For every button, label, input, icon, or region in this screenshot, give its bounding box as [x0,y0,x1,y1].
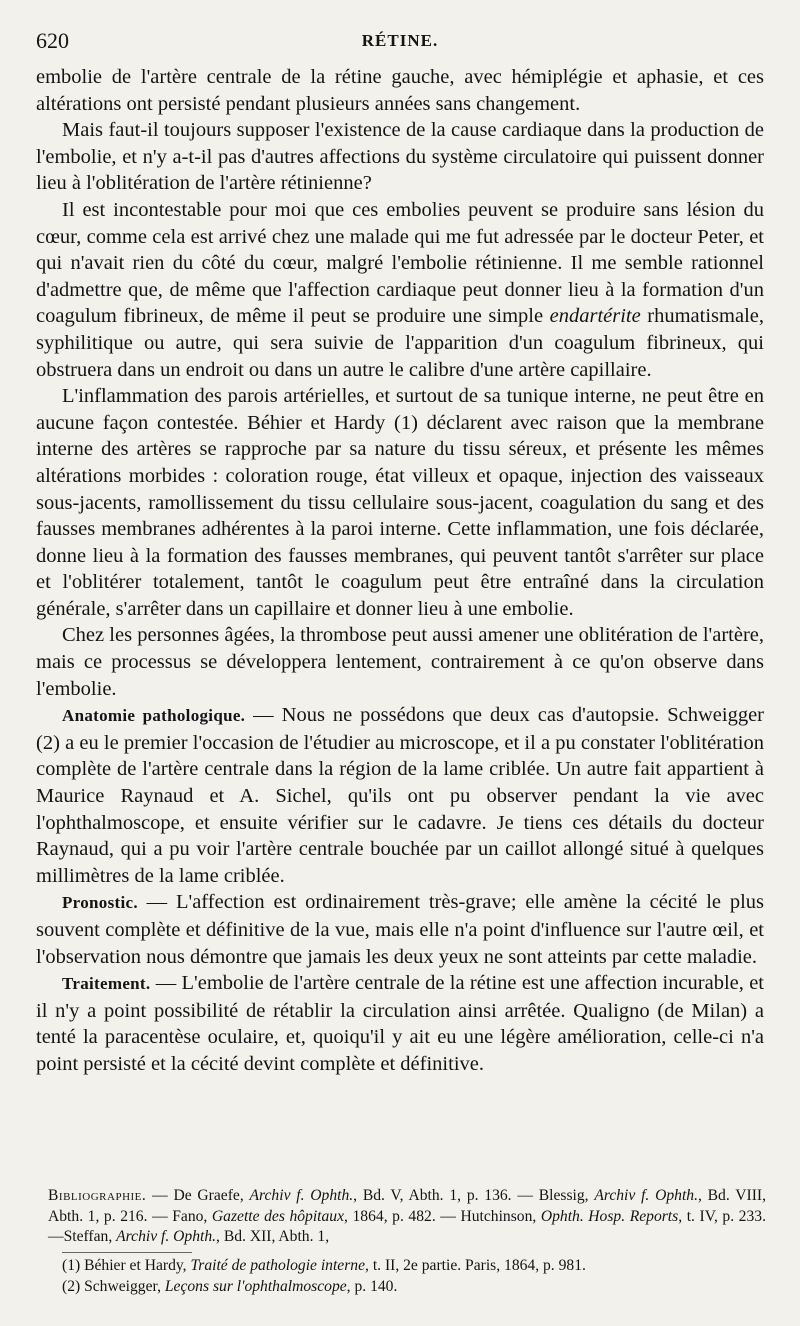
paragraph-3 [36,197,764,383]
section-text-traitement: — L'embolie de l'artère centrale de la rétine est une affection incurable, et il n'y a point possibilité de rétablir la circulation ainsi arrêtée. Qualigno (de Milan) a tenté la paracentèse oculaire, et, quoiqu'il y ait eu une légère amélioration, celle-ci n'a point persisté et la cécité devint complète et définitive. [36,972,764,1075]
bib-text: — De Graefe, [146,1187,250,1204]
paragraph-2: Mais faut-il toujours supposer l'existence de la cause cardiaque dans la production de l'embolie, et n'y a-t-il pas d'autres affections du système circulatoire qui puissent donner lieu à l'oblitération de l'artère rétinienne? [36,119,764,195]
footnote-text: , t. II, 2e partie. Paris, 1864, p. 981. [365,1257,586,1274]
paragraph-5: Chez les personnes âgées, la thrombose peut aussi amener une oblitération de l'artère, mais ce processus se développera lentement, contrairement à ce qu'on observe dans l'embolie. [36,624,764,700]
section-traitement [36,970,764,1077]
section-text-anatomie: — Nous ne possédons que deux cas d'autopsie. Schweigger (2) a eu le premier l'occasion de l'étudier au microscope, et il a pu constater l'oblitération complète de l'artère centrale dans la région de la lame criblée. Un autre fait appartient à Maurice Raynaud et A. Sichel, qu'ils ont pu observer pendant la vie avec l'ophthalmoscope, et ensuite vérifier sur le cadavre. Je tiens ces détails du docteur Raynaud, qui a pu voir l'artère centrale bouchée par un caillot allongé situé à quelques millimètres de la lame criblée. [36,704,764,887]
bib-text: , t. IV, p. 233.—Steffan, [48,1207,766,1245]
body-text [36,64,764,1078]
section-heading-pronostic: Pronostic. [62,893,138,913]
bib-text: , 1864, p. 482. — Hutchinson, [344,1207,541,1225]
footnote-title: Traité de pathologie interne [190,1257,366,1274]
page-header [36,28,764,58]
bib-title: Archiv f. Ophth. [249,1187,354,1204]
footnotes [62,1256,762,1297]
section-heading-anatomie: Anatomie pathologique. [62,706,246,726]
paragraph-4: L'inflammation des parois artérielles, et surtout de sa tunique interne, ne peut être en aucune façon contestée. Béhier et Hardy (1) déclarent avec raison que la membrane interne des artères se rapproche par sa nature du tissu séreux, et présente les mêmes altérations morbides : coloration rouge, état villeux et opaque, injection des vaisseaux sous-jacents, ramollissement du tissu cellulaire sous-jacent, coagulation du sang et des fausses membranes adhérentes à la paroi interne. Cette inflammation, une fois déclarée, donne lieu à la formation des fausses membranes, qui peuvent tantôt s'arrêter sur place et l'oblitérer totalement, tantôt le coagulum peut être entraîné dans la circulation générale, s'arrêter dans un capillaire et donner lieu à une embolie. [36,385,764,620]
footnote-mark: (1) [62,1257,81,1274]
section-anatomie [36,702,764,889]
bib-title: Gazette des hôpitaux [211,1207,345,1225]
footnote-divider [62,1252,192,1253]
footnote-text: Béhier et Hardy, [80,1257,191,1274]
footnote-title: Leçons sur l'ophthalmoscope [164,1277,347,1295]
section-pronostic [36,889,764,970]
bibliography-label: Bibliographie. [48,1187,147,1204]
section-heading-traitement: Traitement. [62,974,151,994]
bib-text: , Bd. V, Abth. 1, p. 136. — Blessig, [353,1187,595,1204]
paragraph-3-part-a: Il est incontestable pour moi que ces embolies peuvent se produire sans lésion du cœur, comme cela est arrivé chez une malade qui me fut adressée par le docteur Peter, et qui n'avait rien du côté du cœur, malgré l'embolie rétinienne. Il me semble rationnel d'admettre que, de même que l'affection cardiaque peut donner lieu à la formation d'un coagulum fibrineux, de même il peut se produire une simple [36,198,764,328]
bibliography [48,1186,766,1248]
bib-title: Archiv f. Ophth. [116,1228,217,1245]
emphasis-endarterite: endartérite [549,305,641,328]
paragraph-1: embolie de l'artère centrale de la rétine gauche, avec hémiplégie et aphasie, et ces altérations ont persisté pendant plusieurs années sans changement. [36,66,764,115]
footnote-mark: (2) [62,1277,81,1295]
bib-title: Ophth. Hosp. Reports [540,1207,679,1225]
section-text-pronostic: — L'affection est ordinairement très-grave; elle amène la cécité le plus souvent complète et définitive de la vue, mais elle n'a point d'influence sur l'autre œil, et l'observation nous démontre que jamais les deux yeux ne sont atteints par cette maladie. [36,891,764,968]
footnote-1 [62,1256,762,1277]
paragraph-3-part-b: rhumatismale, syphilitique ou autre, qui sera suivie de l'apparition d'un coagulum fibrineux, qui obstruera dans un endroit ou dans un autre le calibre d'une artère capillaire. [36,305,764,381]
footnote-text: Schweigger, [80,1277,165,1295]
running-title: RÉTINE. [361,31,439,50]
page-number: 620 [36,28,69,53]
bib-title: Archiv f. Ophth. [594,1187,698,1204]
bib-text: , Bd. XII, Abth. 1, [216,1228,330,1245]
footnote-text: , p. 140. [346,1277,398,1295]
bib-text: , Bd. VIII, Abth. 1, p. 216. — Fano, [48,1187,766,1225]
footnote-2 [62,1277,762,1298]
